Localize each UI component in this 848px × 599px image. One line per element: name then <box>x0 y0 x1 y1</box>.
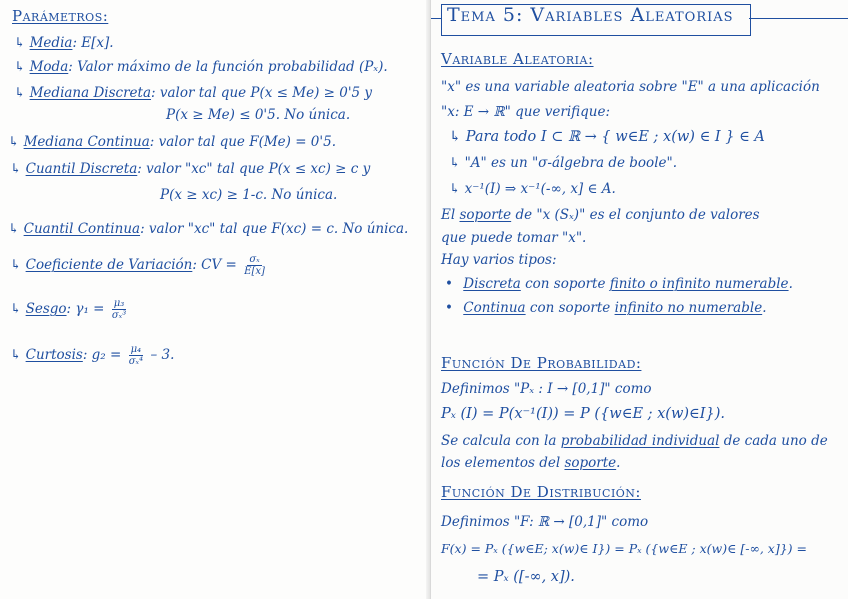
fp-line-1: Definimos "Pₓ : I → [0,1]" como <box>441 381 652 397</box>
sesgo-text: : γ₁ = <box>66 301 105 317</box>
cv-denominator: E[x] <box>244 266 265 277</box>
tipos-line: Hay varios tipos: <box>441 252 557 268</box>
cuantil-continua-text: : valor "xc" tal que F(xc) = c. No única. <box>140 221 409 237</box>
soporte-line-1 <box>441 206 760 224</box>
mediana-continua-item <box>8 133 336 151</box>
parametros-heading: Parámetros: <box>12 7 109 25</box>
moda-label: Moda <box>29 59 69 75</box>
discreta-post: . <box>788 276 793 292</box>
soporte-pre: El <box>441 207 460 223</box>
continua-pre: con soporte <box>525 300 615 316</box>
soporte-word: soporte <box>459 207 512 223</box>
fp-calc2-pre: los elementos del <box>441 455 565 471</box>
cuantil-continua-item <box>8 220 408 238</box>
fp-calc2-post: . <box>616 455 621 471</box>
soporte-post: de "x (Sₓ)" es el conjunto de valores <box>511 207 760 223</box>
va-line-1: "x" es una variable aleatoria sobre "E" a una aplicación <box>441 79 820 95</box>
sesgo-item <box>10 298 129 321</box>
curtosis-label: Curtosis <box>25 347 83 363</box>
mediana-discreta-text2: P(x ≥ Me) ≤ 0'5. No única. <box>166 107 351 123</box>
media-value: : E[x]. <box>72 35 114 51</box>
sesgo-label: Sesgo <box>25 301 67 317</box>
right-page <box>430 0 848 599</box>
fp-heading: Función De Probabilidad: <box>441 354 642 372</box>
mediana-continua-text: : valor tal que F(Me) = 0'5. <box>149 134 336 150</box>
cv-numerator: σₓ <box>249 254 260 265</box>
discreta-soporte: finito o infinito numerable <box>609 276 789 292</box>
arrow-icon: ↳ <box>10 301 26 317</box>
curtosis-tail: – 3. <box>150 347 175 363</box>
continua-soporte: infinito no numerable <box>614 300 763 316</box>
continua-post: . <box>762 300 767 316</box>
arrow-icon: ↳ <box>8 134 24 150</box>
fp-calc2-u: soporte <box>564 455 617 471</box>
fp-calc-line-2 <box>441 454 620 472</box>
mediana-discreta-item <box>14 84 372 102</box>
coef-variacion-label: Coeficiente de Variación <box>25 257 193 273</box>
fp-calc-line-1 <box>441 432 828 450</box>
discreta-label: Discreta <box>463 276 521 292</box>
va-line-2: "x: E → ℝ" que verifique: <box>441 104 611 120</box>
media-item <box>14 34 114 52</box>
arrow-icon: ↳ <box>10 347 26 363</box>
coef-variacion-text: : CV = <box>192 257 237 273</box>
mediana-discreta-text1: : valor tal que P(x ≤ Me) ≥ 0'5 y <box>151 85 373 101</box>
continua-item <box>445 299 766 317</box>
va-line-3: ↳ Para todo I ⊂ ℝ → { w∈E ; x(w) ∈ I } ∈ A <box>449 129 765 145</box>
arrow-icon: ↳ <box>8 221 24 237</box>
fp-calc-pre: Se calcula con la <box>441 433 561 449</box>
title-rule-right <box>749 18 848 19</box>
fp-calc-post: de cada uno de <box>719 433 828 449</box>
soporte-line-2: que puede tomar "x". <box>441 230 587 246</box>
curtosis-item <box>10 344 174 367</box>
arrow-icon: ↳ <box>14 35 30 51</box>
fp-line-2: Pₓ (I) = P(x⁻¹(I)) = P ({w∈E ; x(w)∈I}). <box>441 406 725 422</box>
cuantil-continua-label: Cuantil Continua <box>23 221 141 237</box>
curtosis-numerator: μ₄ <box>130 344 142 355</box>
cv-fraction <box>244 254 265 277</box>
discreta-item <box>445 275 793 293</box>
moda-text: : Valor máximo de la función probabilidad (Pₓ). <box>68 59 388 75</box>
media-label: Media <box>29 35 73 51</box>
fp-calc-u: probabilidad individual <box>560 433 720 449</box>
discreta-pre: con soporte <box>520 276 610 292</box>
sesgo-numerator: μ₃ <box>113 298 125 309</box>
arrow-icon: ↳ <box>14 59 30 75</box>
mediana-discreta-label: Mediana Discreta <box>29 85 152 101</box>
curtosis-fraction <box>129 344 144 367</box>
va-line-5: ↳ x⁻¹(I) ⇒ x⁻¹(-∞, x] ∈ A. <box>449 181 616 197</box>
fd-heading: Función De Distribución: <box>441 483 641 501</box>
moda-item <box>14 58 388 76</box>
cuantil-discreta-label: Cuantil Discreta <box>25 161 138 177</box>
curtosis-denominator: σₓ⁴ <box>128 356 144 367</box>
sesgo-fraction <box>112 298 127 321</box>
va-line-4: ↳ "A" es un "σ-álgebra de boole". <box>449 155 677 171</box>
arrow-icon: ↳ <box>14 85 30 101</box>
cuantil-discreta-text1: : valor "xc" tal que P(x ≤ xc) ≥ c y <box>137 161 371 177</box>
cuantil-discreta-item <box>10 160 370 178</box>
cuantil-discreta-text2: P(x ≥ xc) ≥ 1-c. No única. <box>160 187 338 203</box>
title-rule-left <box>431 18 441 19</box>
fd-line-3: = Pₓ ([-∞, x]). <box>477 569 575 585</box>
mediana-continua-label: Mediana Continua <box>23 134 150 150</box>
continua-label: Continua <box>463 300 526 316</box>
va-heading: Variable Aleatoria: <box>441 50 594 68</box>
sesgo-denominator: σₓ³ <box>111 310 127 321</box>
fd-line-1: Definimos "F: ℝ → [0,1]" como <box>441 514 649 530</box>
arrow-icon: ↳ <box>10 161 26 177</box>
coef-variacion-item <box>10 254 268 277</box>
curtosis-text: : g₂ = <box>82 347 122 363</box>
tema-title: Tema 5: Variables Aleatorias <box>447 4 734 26</box>
fd-line-2: F(x) = Pₓ ({w∈E; x(w)∈ I}) = Pₓ ({w∈E ; x(w)∈ [-∞, x]}) = <box>441 541 808 556</box>
arrow-icon: ↳ <box>10 257 26 273</box>
